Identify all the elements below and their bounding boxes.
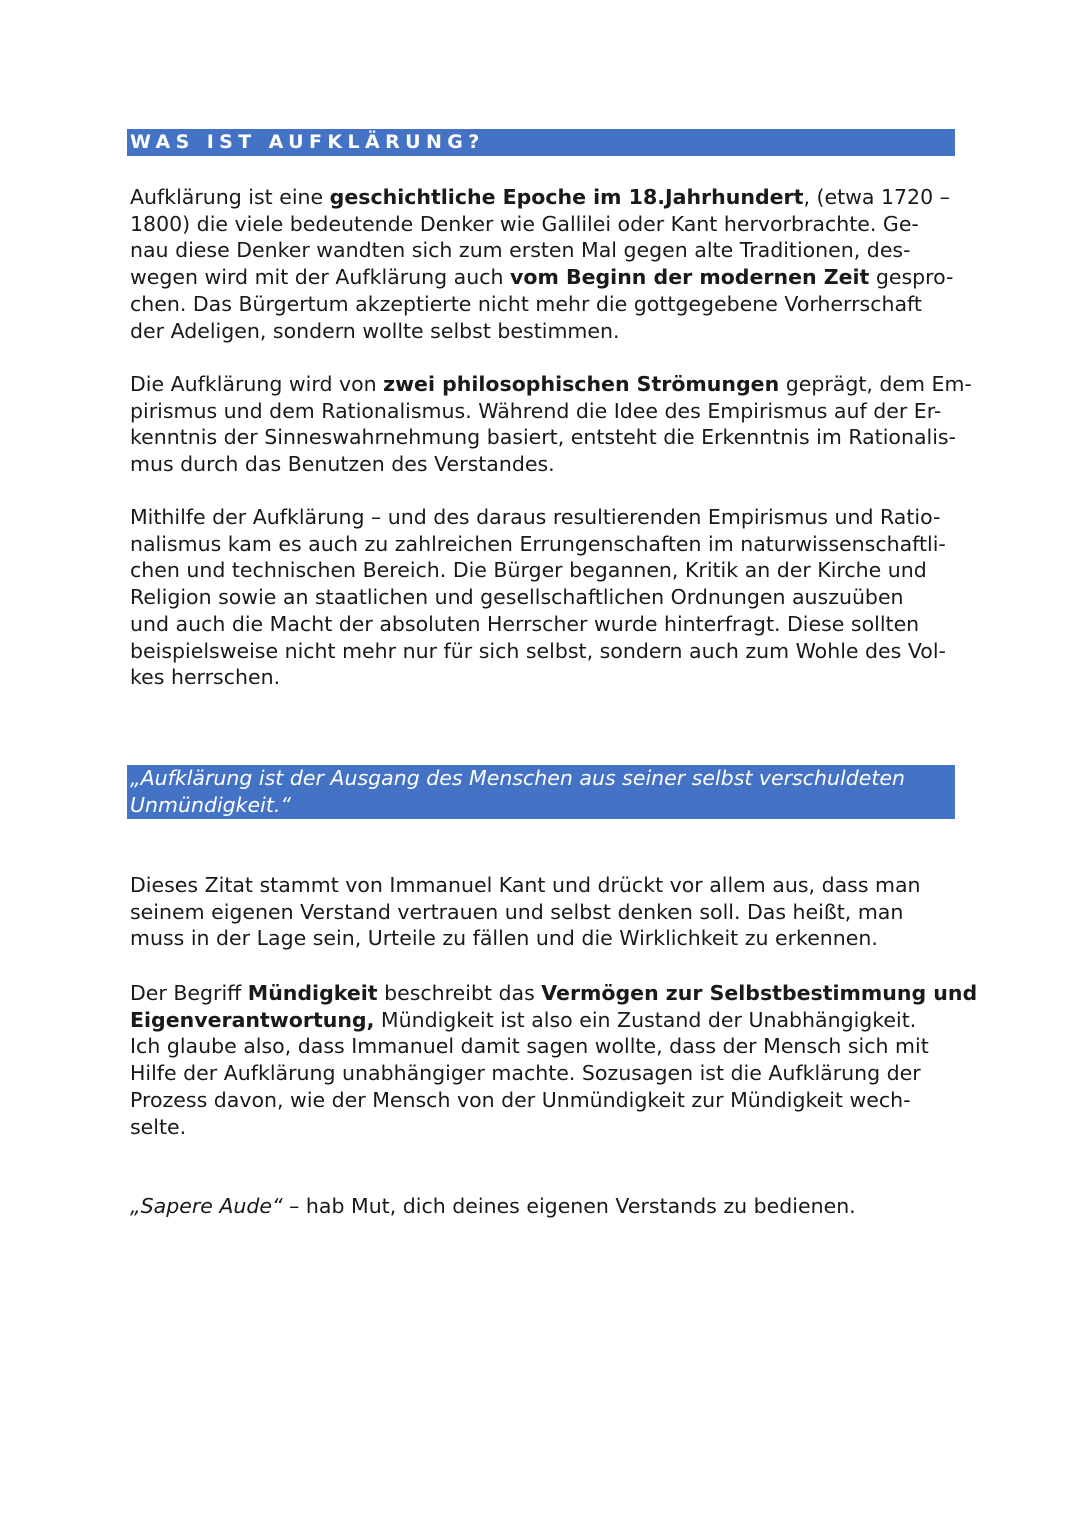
- paragraph-sapere-aude: [130, 1193, 960, 1220]
- kant-quote-box: [127, 765, 955, 819]
- bold-text: zwei philosophischen Strömungen: [383, 372, 780, 396]
- text-line: Hilfe der Aufklärung unabhängiger machte. Sozusagen ist die Aufklärung der: [130, 1061, 921, 1086]
- text-run: beschreibt das: [377, 981, 542, 1005]
- text-run: Aufklärung ist eine: [130, 185, 330, 209]
- text-line: und auch die Macht der absoluten Herrscher wurde hinterfragt. Diese sollten: [130, 611, 920, 636]
- text-line: selte.: [130, 1114, 187, 1139]
- paragraph-epoch: [130, 184, 960, 344]
- text-line: [130, 1193, 960, 1220]
- text-line: [130, 980, 978, 1007]
- text-run: Mündigkeit ist also ein Zustand der Unabhängigkeit.: [374, 1007, 917, 1032]
- bold-text: Mündigkeit: [247, 981, 378, 1005]
- text-line: nalismus kam es auch zu zahlreichen Errungenschaften im naturwissenschaftli-: [130, 531, 946, 556]
- paragraph-achievements: [130, 504, 960, 691]
- quote-line: „Aufklärung ist der Ausgang des Menschen aus seiner selbst verschuldeten: [130, 766, 905, 790]
- text-run: Die Aufklärung wird von: [130, 372, 384, 396]
- text-line: 1800) die viele bedeutende Denker wie Gallilei oder Kant hervorbrachte. Ge-: [130, 211, 919, 236]
- text-line: Prozess davon, wie der Mensch von der Unmündigkeit zur Mündigkeit wech-: [130, 1087, 911, 1112]
- text-line: [130, 264, 960, 291]
- text-run: – hab Mut, dich deines eigenen Verstands zu bedienen.: [282, 1194, 856, 1218]
- text-line: [130, 184, 960, 211]
- text-line: muss in der Lage sein, Urteile zu fällen und die Wirklichkeit zu erkennen.: [130, 926, 878, 951]
- section-heading: WAS IST AUFKLÄRUNG?: [127, 129, 955, 156]
- text-line: Religion sowie an staatlichen und gesellschaftlichen Ordnungen auszuüben: [130, 585, 904, 610]
- paragraph-philosophy: [130, 371, 972, 478]
- text-line: der Adeligen, sondern wollte selbst bestimmen.: [130, 318, 620, 343]
- text-line: [130, 371, 972, 398]
- text-line: chen. Das Bürgertum akzeptierte nicht mehr die gottgegebene Vorherrschaft: [130, 291, 922, 316]
- text-line: seinem eigenen Verstand vertrauen und selbst denken soll. Das heißt, man: [130, 899, 904, 924]
- text-line: chen und technischen Bereich. Die Bürger begannen, Kritik an der Kirche und: [130, 558, 927, 583]
- text-line: Ich glaube also, dass Immanuel damit sagen wollte, dass der Mensch sich mit: [130, 1034, 929, 1059]
- bold-text: geschichtliche Epoche im 18.Jahrhundert: [329, 185, 804, 209]
- paragraph-maturity: [130, 980, 978, 1140]
- text-line: Dieses Zitat stammt von Immanuel Kant und drückt vor allem aus, dass man: [130, 873, 921, 897]
- text-run: gespro-: [869, 265, 954, 290]
- bold-text: Vermögen zur Selbstbestimmung und: [541, 981, 978, 1005]
- text-line: Mithilfe der Aufklärung – und des daraus resultierenden Empirismus und Ratio-: [130, 505, 941, 529]
- italic-quote: „Sapere Aude“: [130, 1194, 283, 1218]
- text-line: kenntnis der Sinneswahrnehmung basiert, entsteht die Erkenntnis im Rationalis-: [130, 425, 956, 450]
- text-line: kes herrschen.: [130, 665, 281, 690]
- text-run: , (etwa 1720 –: [803, 185, 950, 209]
- text-line: mus durch das Benutzen des Verstandes.: [130, 452, 555, 477]
- text-line: pirismus und dem Rationalismus. Während die Idee des Empirismus auf der Er-: [130, 398, 942, 423]
- text-run: wegen wird mit der Aufklärung auch: [130, 265, 511, 290]
- quote-line: Unmündigkeit.“: [130, 793, 292, 817]
- text-run: geprägt, dem Em-: [779, 372, 972, 396]
- bold-text: Eigenverantwortung,: [130, 1007, 375, 1032]
- text-line: nau diese Denker wandten sich zum ersten Mal gegen alte Traditionen, des-: [130, 238, 911, 263]
- text-line: [130, 1007, 960, 1034]
- text-line: beispielsweise nicht mehr nur für sich selbst, sondern auch zum Wohle des Vol-: [130, 638, 946, 663]
- paragraph-quote-explanation: [130, 872, 960, 952]
- text-run: Der Begriff: [130, 981, 248, 1005]
- bold-text: vom Beginn der modernen Zeit: [510, 265, 870, 290]
